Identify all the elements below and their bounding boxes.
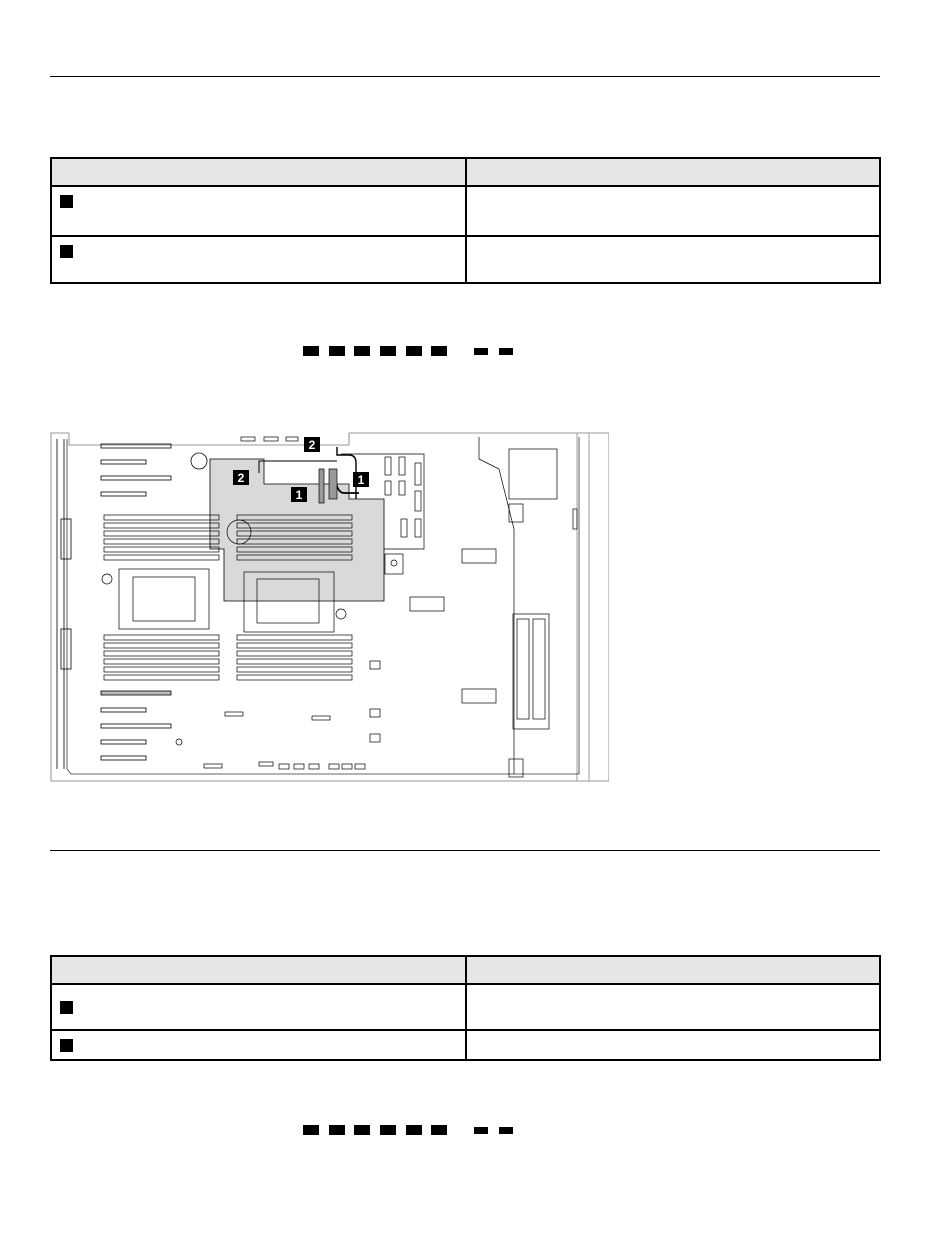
column-header-to bbox=[466, 956, 880, 984]
callout-1-left bbox=[291, 487, 307, 502]
table-cell-to bbox=[466, 1030, 880, 1060]
table-cell-from bbox=[51, 186, 466, 236]
table-header-row bbox=[51, 956, 880, 984]
table-cell-from bbox=[51, 1030, 466, 1060]
system-board-diagram bbox=[49, 429, 609, 783]
table-cell-from bbox=[51, 236, 466, 283]
callout-2-top bbox=[304, 437, 320, 452]
table-row bbox=[51, 984, 880, 1030]
svg-text:1: 1 bbox=[295, 488, 303, 502]
section-divider-2 bbox=[50, 850, 880, 851]
table-row bbox=[51, 186, 880, 236]
callout-marker-2 bbox=[60, 245, 73, 258]
svg-text:1: 1 bbox=[357, 473, 365, 487]
svg-text:2: 2 bbox=[237, 471, 245, 485]
section-divider-1 bbox=[50, 76, 880, 77]
table-header-row bbox=[51, 158, 880, 186]
table-cell-from bbox=[51, 984, 466, 1030]
redacted-text-line-1 bbox=[303, 346, 523, 356]
table-row bbox=[51, 236, 880, 283]
callout-1-right bbox=[353, 472, 369, 487]
callout-marker-1 bbox=[60, 195, 73, 208]
redacted-text-line-2 bbox=[303, 1125, 523, 1135]
callout-marker-1 bbox=[60, 1001, 73, 1014]
column-header-from bbox=[51, 158, 466, 186]
cable-routing-table-2 bbox=[50, 955, 881, 1061]
callout-2-left bbox=[233, 470, 249, 485]
table-cell-to bbox=[466, 236, 880, 283]
column-header-from bbox=[51, 956, 466, 984]
svg-text:2: 2 bbox=[308, 438, 316, 452]
table-row bbox=[51, 1030, 880, 1060]
cable-routing-table-1 bbox=[50, 157, 881, 284]
table-cell-to bbox=[466, 984, 880, 1030]
column-header-to bbox=[466, 158, 880, 186]
callout-marker-2 bbox=[60, 1039, 73, 1052]
table-cell-to bbox=[466, 186, 880, 236]
